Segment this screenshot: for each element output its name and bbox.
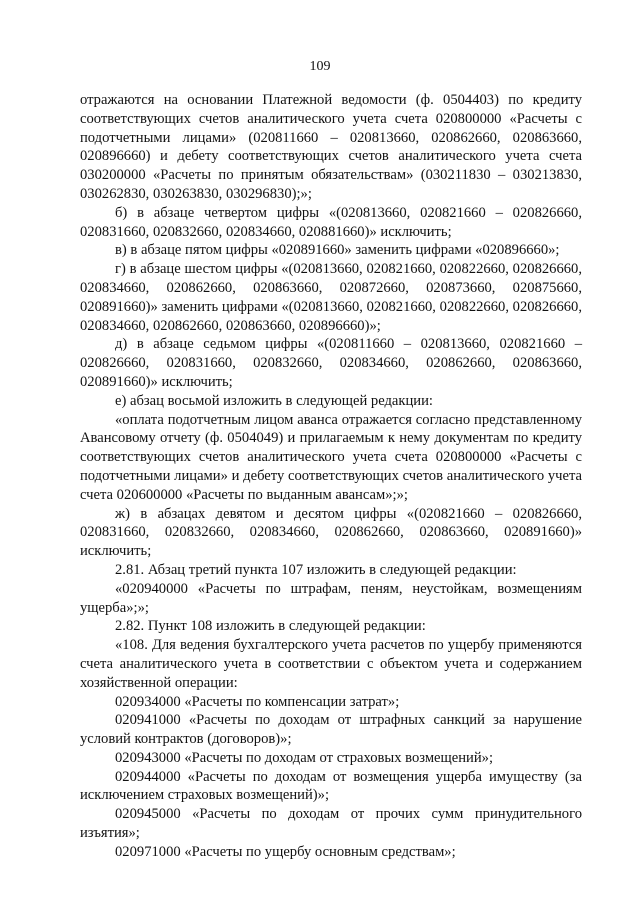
paragraph: 020944000 «Расчеты по доходам от возмещения ущерба имуществу (за исключением страховых возмещений)»; [80,768,582,804]
paragraph: 020943000 «Расчеты по доходам от страховых возмещений»; [115,749,494,766]
paragraph: 2.81. Абзац третий пункта 107 изложить в следующей редакции: [115,561,517,578]
paragraph: отражаются на основании Платежной ведомости (ф. 0504403) по кредиту соответствующих счетов аналитического учета счета 020800000 «Расчеты с подотчетными лицами» (020811660 – 020813660, 020862660, 020863660, 020896660) и дебету соответствующих счетов аналитического учета счета 030200000 «Расчеты по принятым обязательствам» (030211830 – 030213830, 030262830, 030263830, 030296830);»; [80,92,582,202]
paragraph: 2.82. Пункт 108 изложить в следующей редакции: [115,618,426,635]
paragraph: д) в абзаце седьмом цифры «(020811660 – 020813660, 020821660 – 020826660, 020831660, 020832660, 020834660, 020862660, 020863660, 020891660)» исключить; [80,336,582,390]
paragraph: г) в абзаце шестом цифры «(020813660, 020821660, 020822660, 020826660, 020834660, 020862660, 020863660, 020872660, 020873660, 020875660, 020891660)» заменить цифрами «(020813660, 020821660, 020822660, 020826660, 020834660, 020862660, 020863660, 020896660)»; [80,261,582,334]
paragraph: 020945000 «Расчеты по доходам от прочих сумм принудительного изъятия»; [80,806,582,842]
paragraph: ж) в абзацах девятом и десятом цифры «(020821660 – 020826660, 020831660, 020832660, 020834660, 020862660, 020863660, 020891660)» исключить; [80,505,582,560]
paragraph: 020971000 «Расчеты по ущербу основным средствам»; [115,843,456,860]
paragraph: е) абзац восьмой изложить в следующей редакции: [115,392,433,409]
document-body [80,91,582,862]
paragraph: б) в абзаце четвертом цифры «(020813660, 020821660 – 020826660, 020831660, 020832660, 020834660, 020881660)» исключить; [80,204,582,240]
page-number: 109 [309,59,331,74]
paragraph: «оплата подотчетным лицом аванса отражается согласно представленному Авансовому отчету (ф. 0504049) и прилагаемым к нему документам по кредиту соответствующих счетов аналитического учета счета 020800000 «Расчеты с подотчетными лицами» и дебету соответствующих счетов аналитического учета счета 020600000 «Расчеты по выданным авансам»;»; [80,411,582,503]
paragraph: 020941000 «Расчеты по доходам от штрафных санкций за нарушение условий контрактов (договоров)»; [80,712,582,748]
paragraph: «020940000 «Расчеты по штрафам, пеням, неустойкам, возмещениям ущерба»;»; [80,580,582,616]
paragraph: в) в абзаце пятом цифры «020891660» заменить цифрами «020896660»; [115,242,560,259]
paragraph: 020934000 «Расчеты по компенсации затрат»; [115,693,400,710]
paragraph: «108. Для ведения бухгалтерского учета расчетов по ущербу применяются счета аналитического учета в соответствии с объектом учета и содержанием хозяйственной операции: [80,637,582,691]
